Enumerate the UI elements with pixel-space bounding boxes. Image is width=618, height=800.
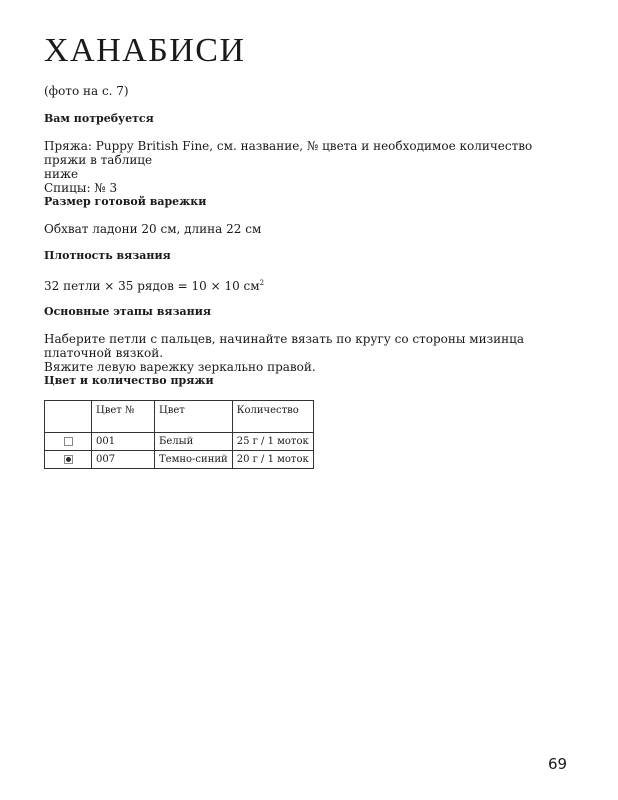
color-number-cell: 001: [92, 433, 155, 451]
needles-line: Спицы: № 3: [44, 181, 118, 195]
gauge-text: [44, 276, 564, 293]
column-header: Цвет: [155, 401, 233, 433]
size-text: Обхват ладони 20 см, длина 22 см: [44, 222, 262, 236]
column-header: Цвет №: [92, 401, 155, 433]
yarn-table: [44, 400, 314, 469]
table-header-row: [45, 401, 314, 433]
color-name-cell: Темно-синий: [155, 451, 233, 469]
swatch-white-icon: [64, 437, 73, 446]
swatch-cell: [45, 451, 92, 469]
yarn-line-continued: ниже: [44, 167, 79, 181]
column-header: Количество: [232, 401, 313, 433]
page-title: ХАНАБИСИ: [44, 32, 246, 69]
steps-text: [44, 332, 564, 374]
steps-line: Наберите петли с пальцев, начинайте вязать по кругу со стороны мизинца платочной вязкой.: [44, 332, 524, 360]
amount-cell: 20 г / 1 моток: [232, 451, 313, 469]
column-header: [45, 401, 92, 433]
materials-text: [44, 139, 564, 195]
steps-heading: Основные этапы вязания: [44, 305, 212, 318]
gauge-heading: Плотность вязания: [44, 249, 171, 262]
swatch-navy-icon: [64, 455, 73, 464]
photo-reference: (фото на с. 7): [44, 84, 129, 98]
page-number: 69: [548, 755, 568, 773]
color-number-cell: 007: [92, 451, 155, 469]
color-name-cell: Белый: [155, 433, 233, 451]
swatch-cell: [45, 433, 92, 451]
steps-line: Вяжите левую варежку зеркально правой.: [44, 360, 316, 374]
gauge-superscript: 2: [259, 279, 265, 287]
table-row: [45, 433, 314, 451]
yarn-table-heading: Цвет и количество пряжи: [44, 374, 214, 387]
yarn-line: Пряжа: Puppy British Fine, см. название, № цвета и необходимое количество пряжи в таблице: [44, 139, 533, 167]
amount-cell: 25 г / 1 моток: [232, 433, 313, 451]
materials-heading: Вам потребуется: [44, 112, 154, 125]
gauge-value: 32 петли × 35 рядов = 10 × 10 см: [44, 279, 260, 293]
table-row: [45, 451, 314, 469]
size-heading: Размер готовой варежки: [44, 195, 207, 208]
